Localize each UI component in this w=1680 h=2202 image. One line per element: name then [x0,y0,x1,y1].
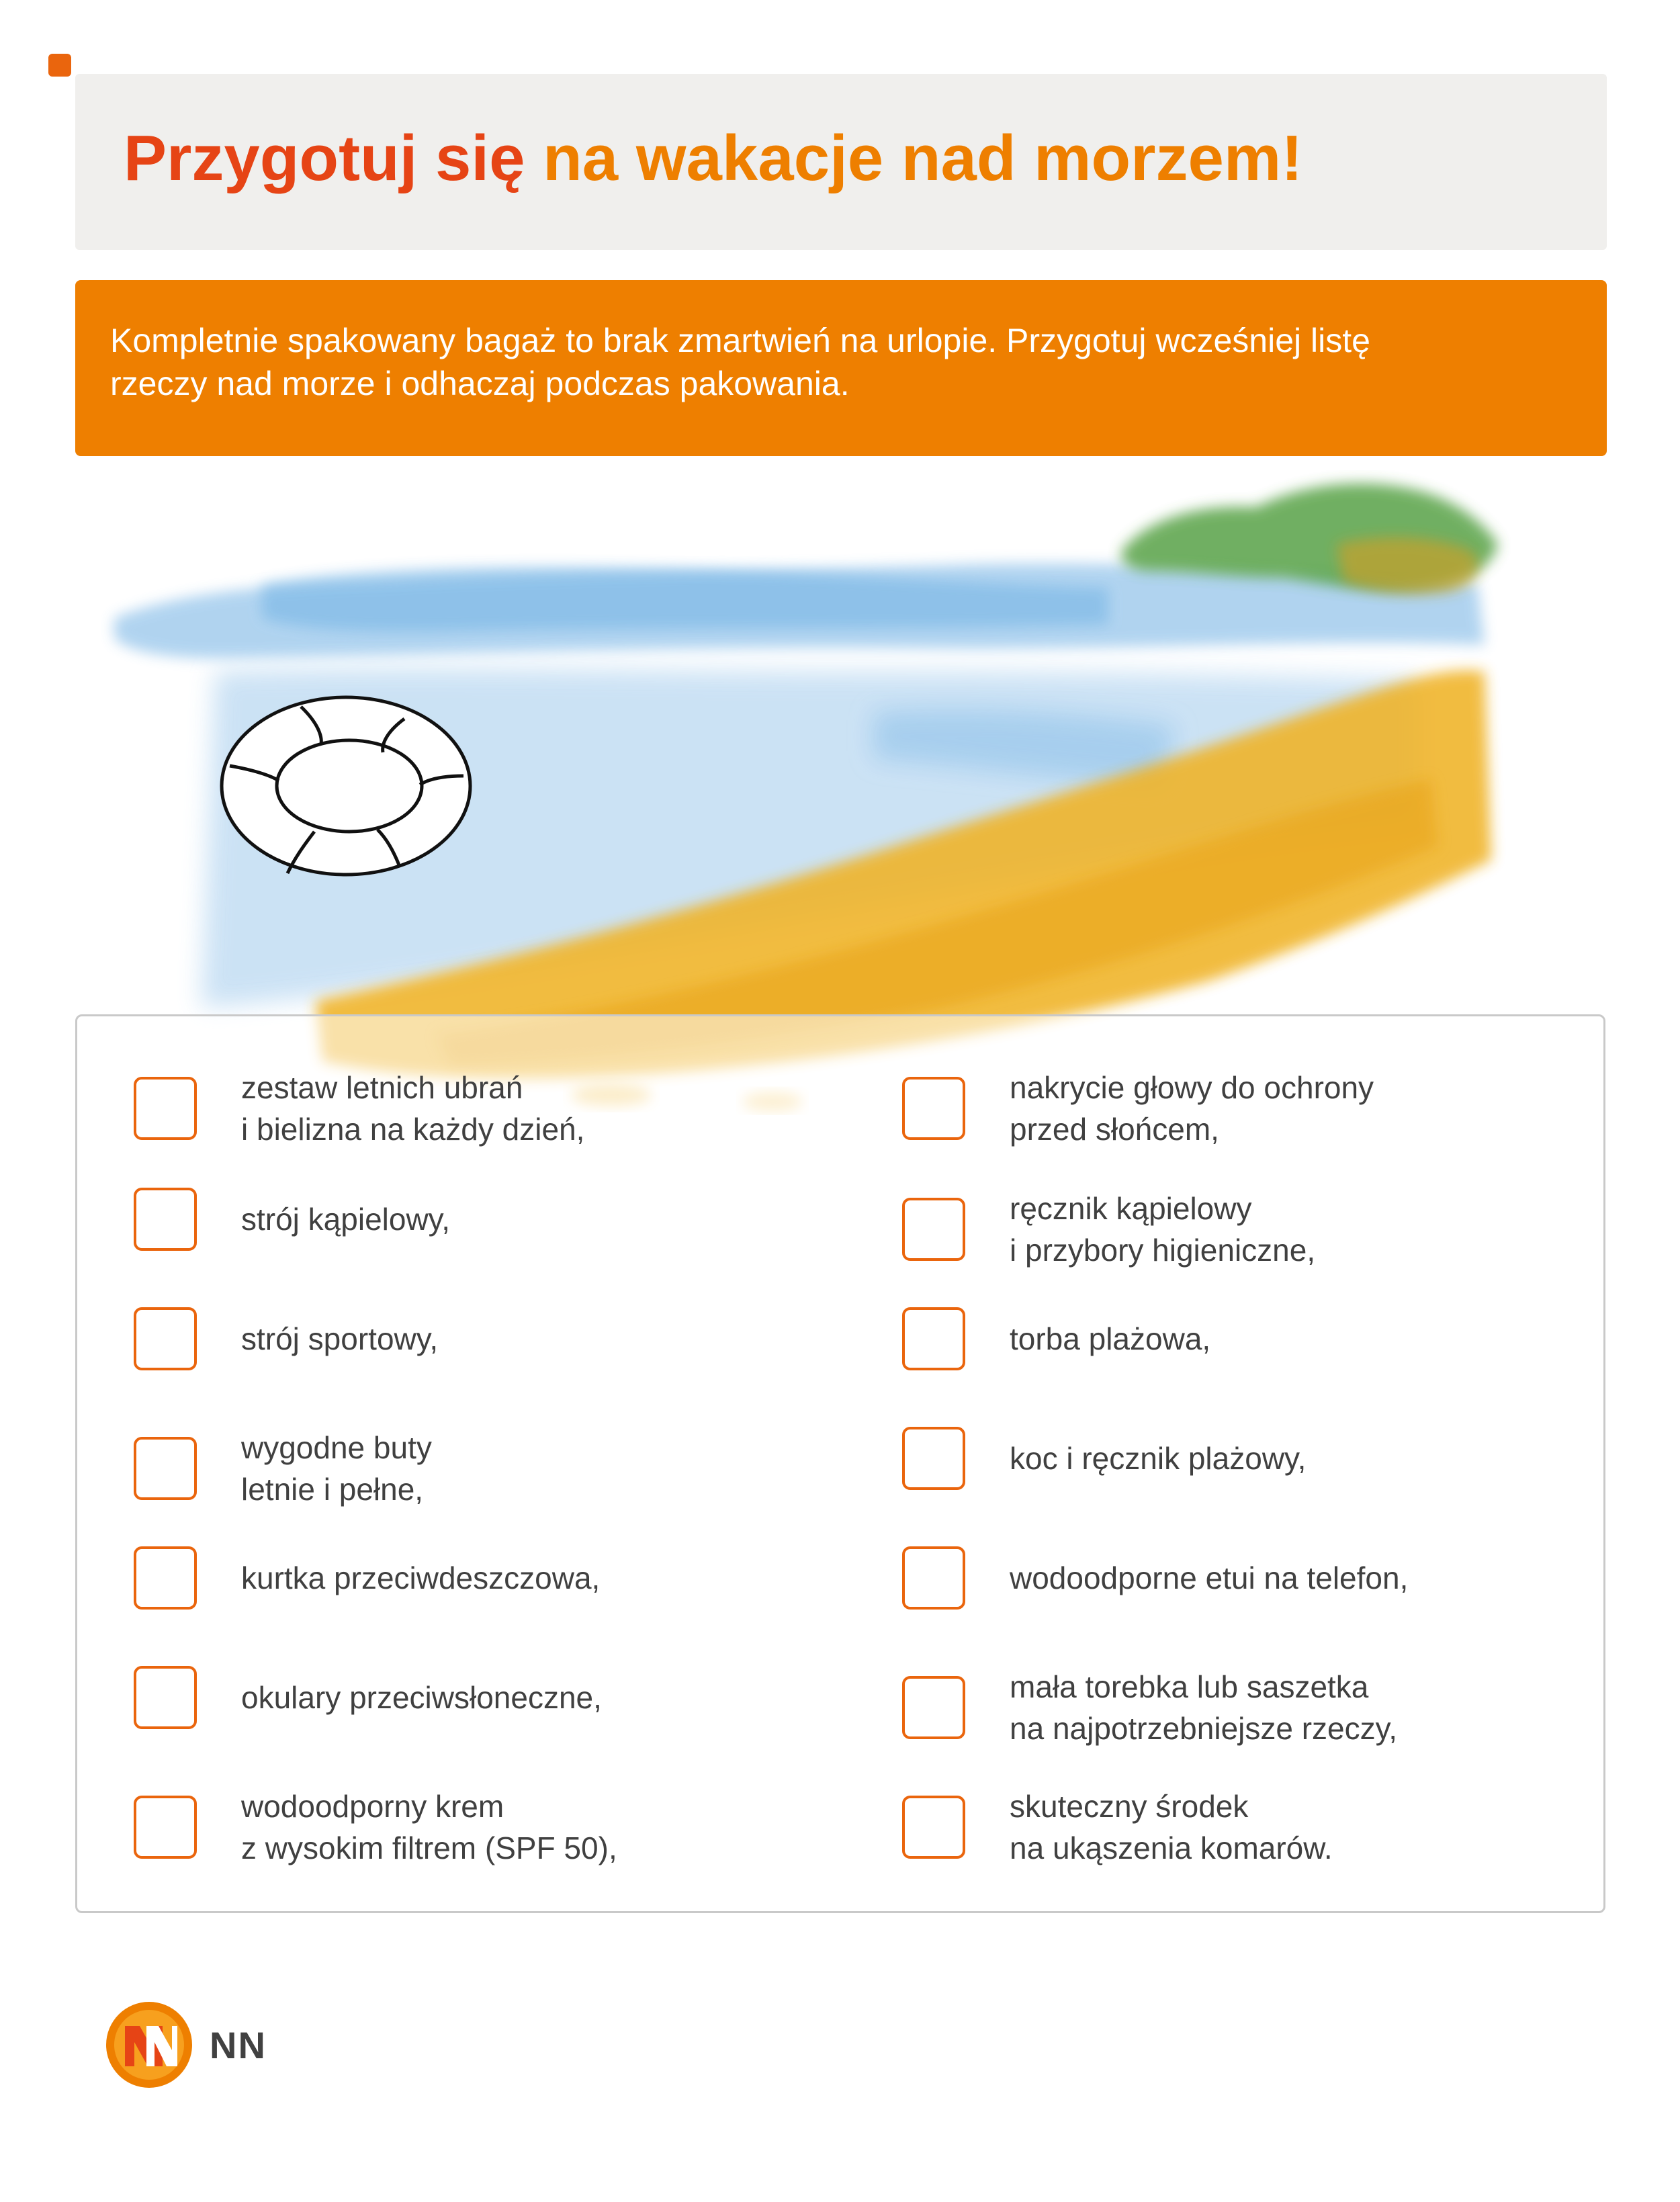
checklist-item-label [1010,1666,1581,1749]
checkbox[interactable] [902,1307,965,1370]
checklist-item[interactable] [902,1786,1581,1869]
item-line: wygodne buty [241,1430,432,1465]
checkbox[interactable] [134,1546,197,1610]
page-title [124,118,1302,199]
item-line: ręcznik kąpielowy [1010,1191,1252,1226]
brand-name: NN [210,2024,267,2066]
swim-ring-icon [222,697,470,875]
checklist-item-label [241,1557,812,1599]
checkbox[interactable] [902,1796,965,1859]
item-line: zestaw letnich ubrań [241,1070,523,1105]
checklist-item-label [1010,1318,1581,1360]
item-line: torba plażowa, [1010,1321,1211,1356]
intro-banner [75,280,1607,456]
checklist-item-label [1010,1188,1581,1271]
checklist-item[interactable] [134,1786,812,1869]
checkbox[interactable] [902,1077,965,1140]
checklist-item[interactable] [902,1666,1581,1749]
checkbox[interactable] [134,1077,197,1140]
item-line: kurtka przeciwdeszczowa, [241,1560,601,1595]
checklist-item[interactable] [902,1188,1581,1271]
checklist-item-label [241,1786,812,1869]
checkbox[interactable] [134,1188,197,1251]
intro-line-1: Kompletnie spakowany bagaż to brak zmartwień na urlopie. Przygotuj wcześniej listę [110,322,1370,359]
checkbox[interactable] [134,1796,197,1859]
item-line: z wysokim filtrem (SPF 50), [241,1831,617,1865]
checklist-item-label [1010,1438,1581,1479]
item-line: mała torebka lub saszetka [1010,1669,1369,1704]
checklist-item-label [241,1677,812,1718]
checklist-item-label [241,1198,812,1240]
item-line: strój kąpielowy, [241,1202,451,1237]
title-banner [75,74,1607,250]
checklist-item[interactable] [902,1307,1581,1370]
item-line: przed słońcem, [1010,1112,1219,1147]
checkbox[interactable] [902,1427,965,1490]
checkbox[interactable] [134,1307,197,1370]
title-part-2: na wakacje nad morzem! [543,122,1303,194]
intro-line-2: rzeczy nad morze i odhaczaj podczas pakowania. [110,365,850,402]
nn-logo-icon [105,2000,193,2089]
item-line: letnie i pełne, [241,1472,424,1507]
intro-text [110,319,1521,405]
checklist-item[interactable] [134,1188,812,1251]
corner-accent-dot [48,54,71,77]
item-line: koc i ręcznik plażowy, [1010,1441,1307,1476]
checkbox[interactable] [134,1666,197,1729]
item-line: wodoodporny krem [241,1789,504,1824]
packing-checklist [75,1014,1605,1913]
item-line: skuteczny środek [1010,1789,1249,1824]
checklist-item-label [1010,1786,1581,1869]
checklist-item[interactable] [902,1546,1581,1610]
item-line: i przybory higieniczne, [1010,1233,1316,1268]
checklist-item[interactable] [134,1666,812,1729]
checkbox[interactable] [902,1546,965,1610]
checklist-item[interactable] [134,1427,812,1510]
item-line: strój sportowy, [241,1321,439,1356]
checklist-item[interactable] [902,1427,1581,1490]
checklist-item[interactable] [134,1307,812,1370]
checklist-item-label [1010,1067,1581,1150]
checklist-item[interactable] [134,1067,812,1150]
item-line: nakrycie głowy do ochrony [1010,1070,1374,1105]
item-line: na ukąszenia komarów. [1010,1831,1333,1865]
checklist-item[interactable] [902,1067,1581,1150]
checkbox[interactable] [134,1437,197,1500]
checkbox[interactable] [902,1198,965,1261]
item-line: na najpotrzebniejsze rzeczy, [1010,1711,1397,1746]
item-line: i bielizna na każdy dzień, [241,1112,585,1147]
checklist-item-label [241,1067,812,1150]
checklist-item-label [1010,1557,1581,1599]
item-line: wodoodporne etui na telefon, [1010,1560,1409,1595]
title-part-1: Przygotuj się [124,122,525,194]
checklist-item-label [241,1318,812,1360]
item-line: okulary przeciwsłoneczne, [241,1680,602,1715]
checklist-item[interactable] [134,1546,812,1610]
checkbox[interactable] [902,1676,965,1739]
checklist-item-label [241,1427,812,1510]
